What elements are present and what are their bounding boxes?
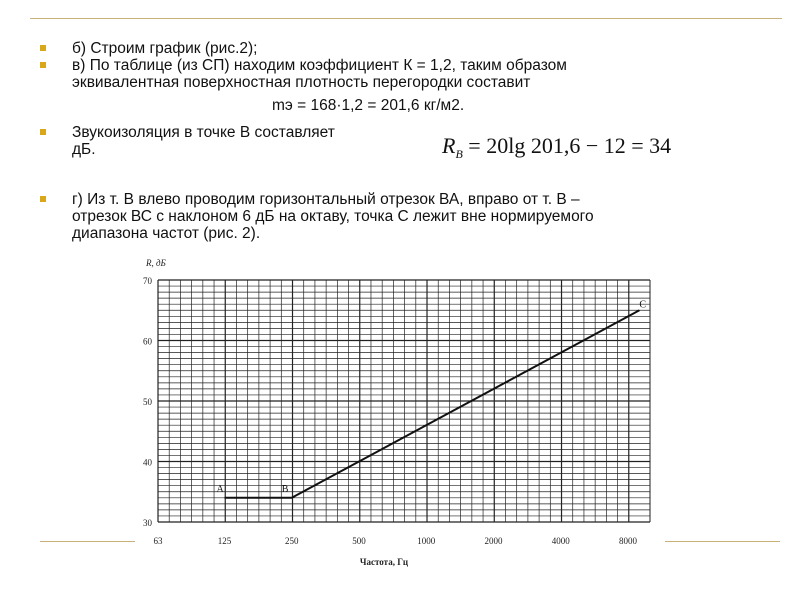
x-tick-label: 500 (352, 536, 366, 546)
y-tick-label: 30 (143, 518, 152, 528)
text-line-v2: эквивалентная поверхностная плотность перегородки составит (72, 74, 531, 91)
bullet-icon (40, 62, 46, 68)
y-tick-label: 60 (143, 336, 152, 347)
text-line-v3: mэ = 168·1,2 = 201,6 кг/м2. (272, 97, 465, 114)
top-rule (30, 18, 782, 19)
point-label-b: B (281, 483, 289, 495)
bullet-icon (40, 129, 46, 135)
bullet-icon (40, 196, 46, 202)
bullet-icon (40, 45, 46, 51)
sound-insulation-formula (442, 133, 671, 162)
point-label-c: C (639, 299, 647, 311)
y-tick-label: 40 (143, 457, 152, 468)
text-line-z2: дБ. (72, 141, 96, 158)
x-tick-label: 2000 (484, 536, 503, 546)
y-axis-title: R, дБ (146, 258, 166, 268)
bottom-rule-right (665, 541, 780, 542)
x-tick-label: 63 (153, 536, 163, 546)
text-line-g2: отрезок ВС с наклоном 6 дБ на октаву, точка С лежит вне нормируемого (72, 208, 594, 225)
text-line-b: б) Строим график (рис.2); (72, 40, 258, 57)
x-tick-label: 1000 (417, 536, 436, 546)
text-line-g1: г) Из т. В влево проводим горизонтальный отрезок ВА, вправо от т. В – (72, 191, 580, 208)
formula-symbol: R (442, 133, 456, 158)
x-tick-label: 250 (284, 536, 299, 546)
bottom-rule-left (40, 541, 135, 542)
x-axis-title: Частота, Гц (359, 557, 409, 567)
y-tick-label: 70 (143, 276, 152, 286)
formula-rhs: = 20lg 201,6 − 12 = 34 (468, 133, 672, 158)
x-tick-label: 4000 (551, 536, 570, 546)
sound-insulation-chart (125, 250, 675, 570)
formula-subscript: B (455, 147, 463, 161)
text-line-z1: Звукоизоляция в точке В составляет (72, 124, 335, 141)
y-tick-label: 50 (143, 397, 152, 407)
text-line-g3: диапазона частот (рис. 2). (72, 225, 261, 242)
x-tick-label: 125 (217, 536, 232, 546)
point-label-a: A (216, 483, 224, 495)
x-tick-label: 8000 (619, 536, 637, 546)
series-line-ABC (224, 310, 639, 498)
text-line-v1: в) По таблице (из СП) находим коэффициент К = 1,2, таким образом (72, 57, 567, 74)
